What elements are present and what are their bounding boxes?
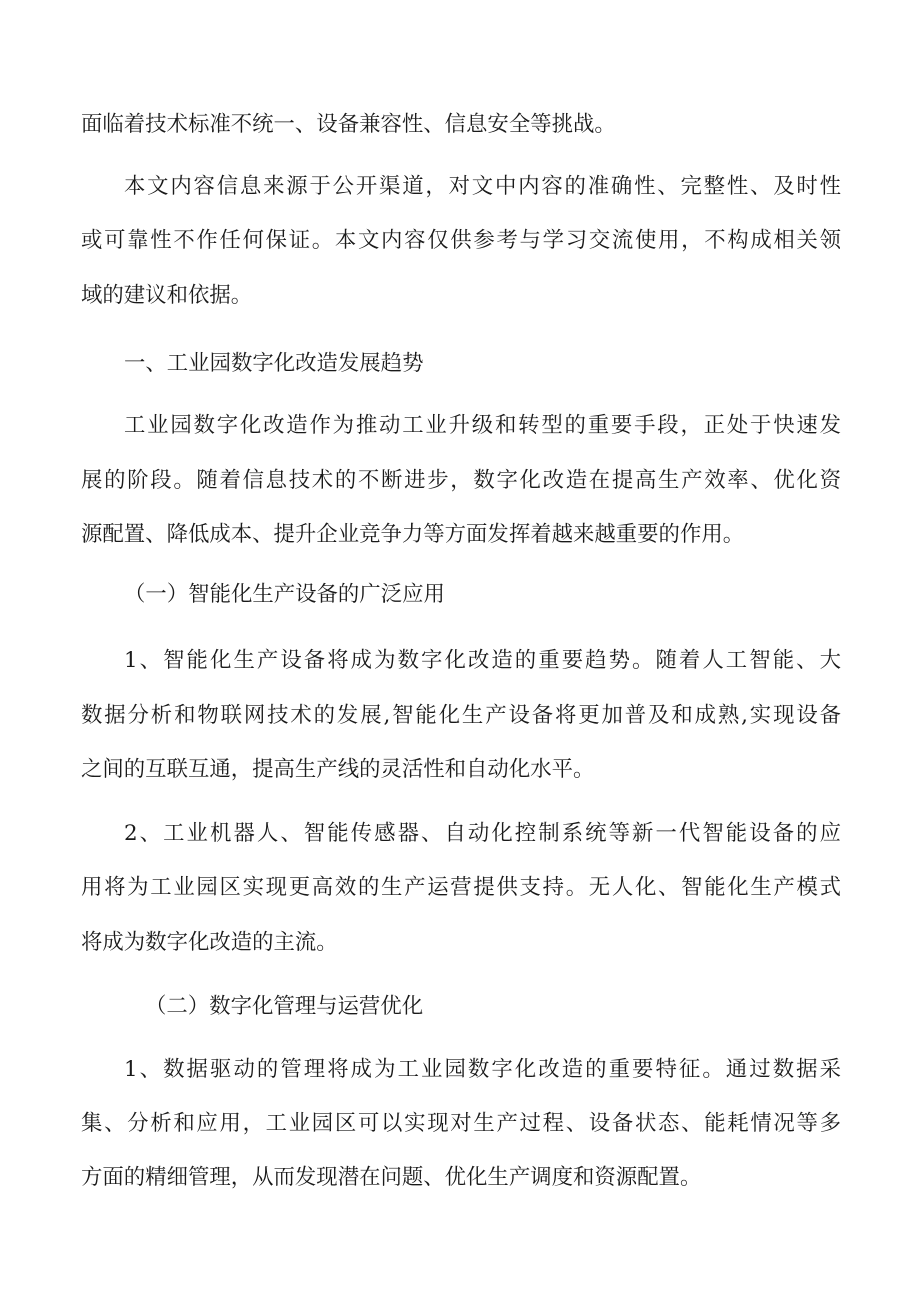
paragraph-line: 2、工业机器人、智能传感器、自动化控制系统等新一代智能设备的应 xyxy=(124,821,841,846)
paragraph-line: 用将为工业园区实现更高效的生产运营提供支持。无人化、智能化生产模式 xyxy=(81,875,841,900)
paragraph-line: 源配置、降低成本、提升企业竞争力等方面发挥着越来越重要的作用。 xyxy=(81,522,745,547)
section-heading: 一、工业园数字化改造发展趋势 xyxy=(124,351,424,376)
paragraph-line: 1、数据驱动的管理将成为工业园数字化改造的重要特征。通过数据采 xyxy=(124,1057,841,1082)
paragraph-line: 数据分析和物联网技术的发展,智能化生产设备将更加普及和成熟,实现设备 xyxy=(81,703,841,728)
paragraph-line: 域的建议和依据。 xyxy=(81,283,253,308)
paragraph-line: 面临着技术标准不统一、设备兼容性、信息安全等挑战。 xyxy=(81,112,616,137)
paragraph-line: 工业园数字化改造作为推动工业升级和转型的重要手段，正处于快速发 xyxy=(124,413,841,438)
subsection-heading: （一）智能化生产设备的广泛应用 xyxy=(124,582,445,607)
paragraph-line: 之间的互联互通，提高生产线的灵活性和自动化水平。 xyxy=(81,757,595,782)
paragraph-line: 1、智能化生产设备将成为数字化改造的重要趋势。随着人工智能、大 xyxy=(124,648,841,673)
paragraph-line: 展的阶段。随着信息技术的不断进步，数字化改造在提高生产效率、优化资 xyxy=(81,468,841,493)
paragraph-line: 将成为数字化改造的主流。 xyxy=(81,930,338,955)
paragraph-line: 集、分析和应用，工业园区可以实现对生产过程、设备状态、能耗情况等多 xyxy=(81,1111,841,1136)
subsection-heading: （二）数字化管理与运营优化 xyxy=(145,994,424,1019)
paragraph-line: 方面的精细管理，从而发现潜在问题、优化生产调度和资源配置。 xyxy=(81,1165,702,1190)
paragraph-line: 本文内容信息来源于公开渠道，对文中内容的准确性、完整性、及时性 xyxy=(124,174,841,199)
paragraph-line: 或可靠性不作任何保证。本文内容仅供参考与学习交流使用，不构成相关领 xyxy=(81,228,841,253)
